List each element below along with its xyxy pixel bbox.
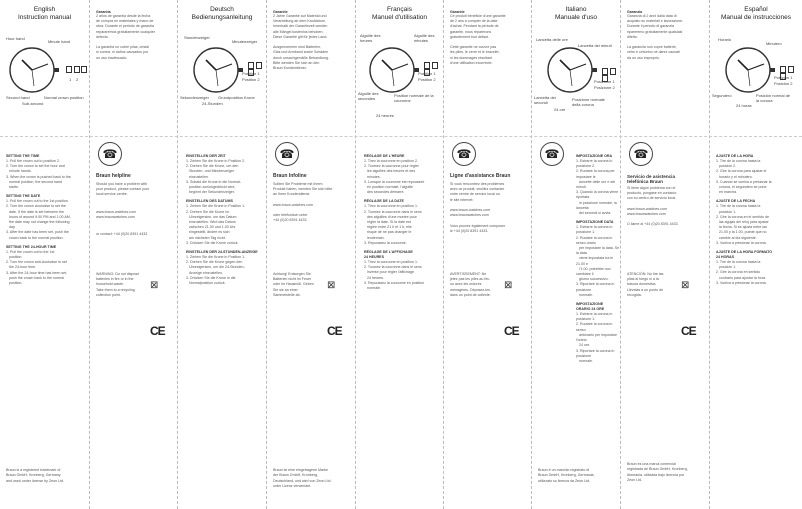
hotline-heading: Servicio de asistencia telefónica Braun — [627, 174, 676, 184]
position1-label: Posizione 1 — [594, 79, 615, 84]
24h-label: 24 heures — [376, 113, 394, 118]
deutsch-panel — [178, 0, 266, 509]
minute-hand-label: Aiguille des minutes — [414, 33, 435, 43]
setting-date-heading: RÉGLAGE DE LA DATE — [364, 199, 404, 204]
sub-second-label: Sekundenzeiger — [180, 95, 209, 100]
setting-date-text: 1. Ziehen Sie die Krone in Position 1. 2. Drehen Sie die Krone im Uhrzeigersinn, um das Datum einzustellen. Wird das Datum zwischen 21.00 und 1.00 Uhr eingestellt, ändert es sich am nächsten Tag nicht. 3. Drücken Sie die Krone zurück. — [186, 204, 246, 245]
normal-position-label: Posizione normale della corona — [572, 97, 605, 107]
crown — [770, 68, 775, 72]
watch-diagram — [724, 40, 778, 100]
setting-date-heading: SETTING THE DATE — [6, 194, 41, 199]
helpline-heading: Braun helpline — [96, 173, 131, 179]
espanol-footer: Braun es una marca comercial registrada de Braun GmbH, Kronberg, Alemania, utilizada bajo licencia por Zeon Ltd. — [627, 462, 688, 483]
recycle-bin-icon: ⊠ — [504, 280, 513, 291]
minute-hand — [748, 64, 764, 70]
minute-hand-label: Minutenzeiger — [232, 39, 258, 44]
second-hand — [216, 70, 218, 86]
second-hand — [570, 70, 572, 86]
hour-hand — [206, 60, 216, 70]
setting-24h-text: 1. Tirez la couronne en position 1. 2. Tournez la couronne dans le sens inverse pour régler l'affichage 24 heures. 3. Repoussez la couronne en position normale. — [364, 260, 425, 291]
english-title: English Instruction manual — [17, 6, 72, 21]
setting-date-heading: EINSTELLEN DES DATUMS — [186, 199, 233, 204]
italiano-guarantee-panel — [621, 0, 709, 509]
setting-time-text: 1. Tirez la couronne en position 2. 2. Tournez la couronne pour régler les aiguilles des heures et des minutes. 3. Lorsque la couronne est repoussée en position normale, l'aiguille des secondes démarre. — [364, 159, 425, 195]
setting-time-heading: SETTING THE TIME — [6, 154, 40, 158]
recycle-bin-icon: ⊠ — [681, 280, 690, 291]
phone-icon: ☎ — [629, 142, 653, 166]
watch-diagram — [546, 40, 600, 100]
guarantee-heading: Garantie — [450, 10, 465, 14]
normal-position-label: Grundposition Krone — [218, 95, 255, 100]
crown — [54, 68, 59, 72]
setting-24h-text: 1. Estrarre la corona in posizione 1. 2. Ruotare la corona in senso antiorario per impostare l'orario 24 ore. 3. Riportare la corona in posizione normale. — [576, 312, 617, 363]
24h-label: 24-Stunden — [202, 101, 223, 106]
minute-hand — [392, 64, 408, 70]
normal-position-label: Normal crown position — [44, 95, 84, 100]
crown-position-1: 1 — [69, 77, 72, 82]
watch-diagram — [192, 40, 246, 100]
ce-mark-icon: CE — [681, 324, 696, 338]
minute-hand — [216, 64, 232, 70]
battery-warning: AVERTISSEMENT: Ne jetez pas les piles au feu ou avec les ordures ménagères. Déposez-les dans un point de collecte. — [450, 272, 491, 297]
battery-warning: Achtung! Entsorgen Sie Batterien nicht im Feuer oder im Hausmüll. Geben Sie sie an einer Sammelstelle ab. — [273, 272, 314, 297]
deutsch-instructions — [186, 150, 264, 286]
recycle-bin-icon: ⊠ — [327, 280, 336, 291]
normal-position-label: Posición normal de la corona — [756, 93, 791, 103]
hotline-text: Si vous rencontrez des problèmes avec ce produit, veuillez contacter votre centre de service local ou le site internet: www.braun-watches.com www.braunwatches.com Vous pouvez également composer le +44 (0)20 8391 4433. — [450, 182, 506, 233]
setting-time-heading: EINSTELLEN DER ZEIT — [186, 154, 226, 158]
second-hand — [748, 70, 750, 86]
italiano-panel — [532, 0, 620, 509]
setting-date-heading: IMPOSTAZIONE DATA — [576, 220, 614, 225]
phone-icon: ☎ — [452, 142, 476, 166]
espanol-panel — [710, 0, 802, 509]
setting-24h-heading: EINSTELLEN DER 24-STUNDEN-ANZEIGE — [186, 250, 258, 255]
setting-date-text: 1. Tirez la couronne en position 1. 2. Tournez la couronne dans le sens des aiguilles d'une montre pour régler la date. Si la date est réglée entre 21 h et 1 h, elle risque de ne pas changer le lendemain. 3. Repoussez la couronne. — [364, 204, 422, 245]
hour-hand-label: Stundenzeiger — [184, 35, 210, 40]
francais-title: Français Manuel d'utilisation — [371, 6, 428, 21]
guarantee-text: 2 años de garantía desde la fecha de compra en materiales y mano de obra. Durante el periodo de garantía repararemos gratuitamente cualquier defecto. La garantía no cubre pilas, cristal ni correa, ni daños causados por un uso inadecuado. — [96, 14, 155, 60]
position1-label: Position 1 — [418, 71, 436, 76]
helpline-text: Should you have a problem with your product, please contact your local service centre. — [96, 182, 150, 197]
sub-second-label: Lancetta dei secondi — [534, 95, 556, 105]
setting-time-text: 1. Estrarre la corona in posizione 2. 2. Ruotare la corona per impostare le lancette delle ore e dei minuti. 3. Quando la corona viene riportata in posizione normale, la lancetta dei secondi si avvia. — [576, 159, 619, 216]
hour-hand-label: Lancetta delle ore — [536, 37, 568, 42]
deutsch-title: Deutsch Bedienungsanleitung — [191, 6, 253, 21]
setting-24h-text: 1. Tire de la corona hasta la posición 1. 2. Gire la corona en sentido contrario para ajustar la hora. 3. Vuelva a presionar la corona. — [716, 260, 767, 285]
deutsch-footer: Braun ist eine eingetragene Marke der Braun GmbH, Kronberg, Deutschland, und wird von Zeon Ltd. unter Lizenz verwendet. — [273, 468, 332, 489]
position1-label: Posición 1 — [774, 75, 793, 80]
english-guarantee-top — [90, 0, 177, 136]
position2-label: Position 2 — [418, 77, 436, 82]
second-hand-label: Second hand — [6, 95, 30, 100]
phone-icon: ☎ — [98, 142, 122, 166]
setting-date-text: 1. Estrarre la corona in posizione 1. 2. Ruotare la corona in senso orario per impostare la data. Se la data viene impostata tra le 21.00 e l'1.00, potrebbe non cambiare il giorno successivo. 3. Riportare la corona in posizione normale. — [576, 225, 620, 297]
setting-date-text: 1. Pull the crown out to the 1st position. 2. Turn the crown clockwise to set the date. If the date is set between the hours of around 9.00 PM and 1.00 AM, the date may not change the following day. 3. After the date has been set, push the crown back to the normal position. — [6, 199, 71, 240]
setting-24h-heading: AJUSTE DE LA HORA FORMATO 24 HORAS — [716, 250, 773, 260]
minute-hand-label: Minutero — [766, 41, 782, 46]
espanol-title: Español Manual de instrucciones — [720, 6, 792, 21]
hour-hand-label: Aiguille des heures — [360, 33, 381, 43]
guarantee-heading: Garantie — [273, 10, 288, 14]
italiano-instructions — [540, 150, 618, 364]
helpline-websites: www.braun-watches.com www.braunwatches.com — [96, 210, 136, 220]
phone-icon: ☎ — [540, 142, 564, 166]
minute-hand — [32, 64, 48, 70]
battery-warning: WARNING: Do not dispose batteries in fire or in the household waste. Take them to a recycling collection point. — [96, 272, 140, 297]
recycle-bin-icon: ⊠ — [150, 280, 159, 291]
hotline-heading: Ligne d'assistance Braun — [450, 173, 511, 179]
normal-position-label: Position normale de la couronne — [394, 93, 434, 103]
espanol-instructions — [716, 150, 798, 286]
helpline-contact: or contact: +44 (0)20 8391 4433 — [96, 232, 148, 236]
ce-mark-icon: CE — [504, 324, 519, 338]
minute-hand-label: Lancetta dei minuti — [578, 43, 612, 48]
setting-24h-heading: IMPOSTAZIONE ORARIO 24 ORE — [576, 302, 605, 312]
minute-hand — [570, 64, 586, 70]
hour-hand-label: Horario — [718, 37, 732, 42]
hour-hand — [560, 60, 570, 70]
second-hand — [32, 70, 34, 86]
crown-position-2: 2 — [76, 77, 79, 82]
position2-label: Position 2 — [242, 77, 260, 82]
sub-second-label: Aiguille des secondes — [358, 91, 379, 101]
sub-second-label: Sub-second — [22, 101, 44, 106]
setting-time-heading: AJUSTE DE LA HORA — [716, 154, 754, 158]
guarantee-text: Ce produit bénéficie d'une garantie de 2 ans à compter de la date d'achat. Pendant la période de garantie, nous réparerons gratuitement tout défaut. Cette garantie ne couvre pas les piles, le verre et le bracelet, ni les dommages résultant d'une utilisation incorrecte. — [450, 14, 506, 65]
ce-mark-icon: CE — [327, 324, 342, 338]
setting-24h-text: 1. Ziehen Sie die Krone in Position 1. 2. Drehen Sie die Krone gegen den Uhrzeigersinn, um die 24-Stunden- Anzeige einzustellen. 3. Drücken Sie die Krone in die Normalposition zurück. — [186, 255, 246, 286]
setting-24h-heading: RÉGLAGE DE L'AFFICHAGE 24 HEURES — [364, 250, 413, 260]
phone-icon: ☎ — [275, 142, 299, 166]
english-instructions — [6, 150, 86, 286]
guarantee-text: 2 Jahre Garantie auf Material und Verarbeitung ab dem Kaufdatum. Innerhalb der Garantiezeit werden alle Mängel kostenlos behoben. Diese Garantie gilt für jedes Land. Ausgenommen sind Batterien, Glas und Armband sowie Schäden durch unsachgemäße Behandlung. Bitte wenden Sie sich an den Braun Kundendienst. — [273, 14, 329, 71]
italiano-footer: Braun è un marchio registrato di Braun GmbH, Kronberg, Germania, utilizzato su licenza da Zeon Ltd. — [538, 468, 595, 483]
hotline-heading: Braun Infoline — [273, 173, 307, 179]
crown — [592, 68, 597, 72]
second-hand — [392, 70, 394, 86]
setting-24h-text: 1. Pull the crown out to the 1st position. 2. Turn the crown anti-clockwise to set the 24-hour time. 3. After the 24-hour time has been set, push the crown back to the normal position. — [6, 249, 68, 286]
setting-date-heading: AJUSTE DE LA FECHA — [716, 199, 756, 204]
guarantee-heading: Garanzia — [627, 10, 643, 14]
sub-second-label: Segundero — [712, 93, 732, 98]
deutsch-guarantee-panel — [267, 0, 355, 509]
francais-panel — [356, 0, 443, 509]
hour-hand-label: Hour hand — [6, 36, 25, 41]
english-footer: Braun is a registered trademark of Braun GmbH, Kronberg, Germany and used under license by Zeon Ltd. — [6, 468, 65, 483]
minute-hand-label: Minute hand — [48, 39, 71, 44]
setting-time-text: 1. Ziehen Sie die Krone in Position 2. 2. Drehen Sie die Krone, um den Stunden- und Minutenzeiger einzustellen. 3. Sobald die Krone in die Normal- position zurückgedrückt wird, beginnt der Sekundenzeiger. — [186, 159, 246, 195]
ce-mark-icon: CE — [150, 324, 165, 338]
francais-instructions — [364, 150, 442, 291]
24h-label: 24 ore — [554, 107, 566, 112]
position1-label: Position 1 — [242, 71, 260, 76]
guarantee-heading: Garantía — [96, 10, 111, 14]
24h-label: 24 horas — [736, 103, 752, 108]
watch-diagram — [8, 40, 62, 100]
english-panel — [0, 0, 89, 509]
battery-warning: ATENCIÓN: No tire las pilas al fuego ni a la basura doméstica. Llévelas a un punto de recogida. — [627, 272, 664, 297]
guarantee-text: Garanzia di 2 anni dalla data di acquisto su materiali e lavorazione. Durante il periodo di garanzia ripareremo gratuitamente qualsiasi difetto. La garanzia non copre batterie, vetro e cinturino né danni causati da un uso improprio. — [627, 14, 684, 60]
hour-hand — [382, 60, 392, 70]
crown-positions — [66, 66, 89, 73]
italiano-title: Italiano Manuale d'uso — [554, 6, 598, 21]
hour-hand — [738, 60, 748, 70]
hotline-text: Sollten Sie Probleme mit Ihrem Produkt haben, wenden Sie sich bitte an Ihren Kundendienst. www.braun-watches.com oder telefonisch unter +44 (0)20 8391 4433 — [273, 182, 333, 223]
setting-time-text: 1. Pull the crown out to position 2. 2. Turn the crown to set the hour and minute hands. 3. When the crown is pushed back to the normal position, the second hand starts. — [6, 159, 71, 190]
setting-24h-heading: SETTING THE 24-HOUR TIME — [6, 244, 57, 249]
setting-time-text: 1. Tire de la corona hasta la posición 2. 2. Gire la corona para ajustar el horario y el minutero. 3. Cuando se vuelva a presionar la corona, el segundero se pone en marcha. — [716, 159, 772, 195]
setting-time-heading: RÉGLAGE DE L'HEURE — [364, 154, 405, 158]
hour-hand — [22, 60, 32, 70]
position2-label: Posición 2 — [774, 81, 793, 86]
position2-label: Posizione 2 — [594, 85, 615, 90]
setting-date-text: 1. Tire de la corona hasta la posición 1. 2. Gire la corona en el sentido de las agujas del reloj para ajustar la fecha. Si se ajusta entre las 21.00 y la 1.00, puede que no cambie al día siguiente. 3. Vuelva a presionar la corona. — [716, 204, 769, 245]
hotline-text: Si tiene algún problema con el producto, póngase en contacto con su centro de servicio local. www.braun-watches.com www.braunwatches.com O llame al +44 (0)20 8391 4433 — [627, 186, 678, 227]
francais-guarantee-panel — [444, 0, 531, 509]
setting-time-heading: IMPOSTAZIONE ORA — [576, 154, 613, 158]
